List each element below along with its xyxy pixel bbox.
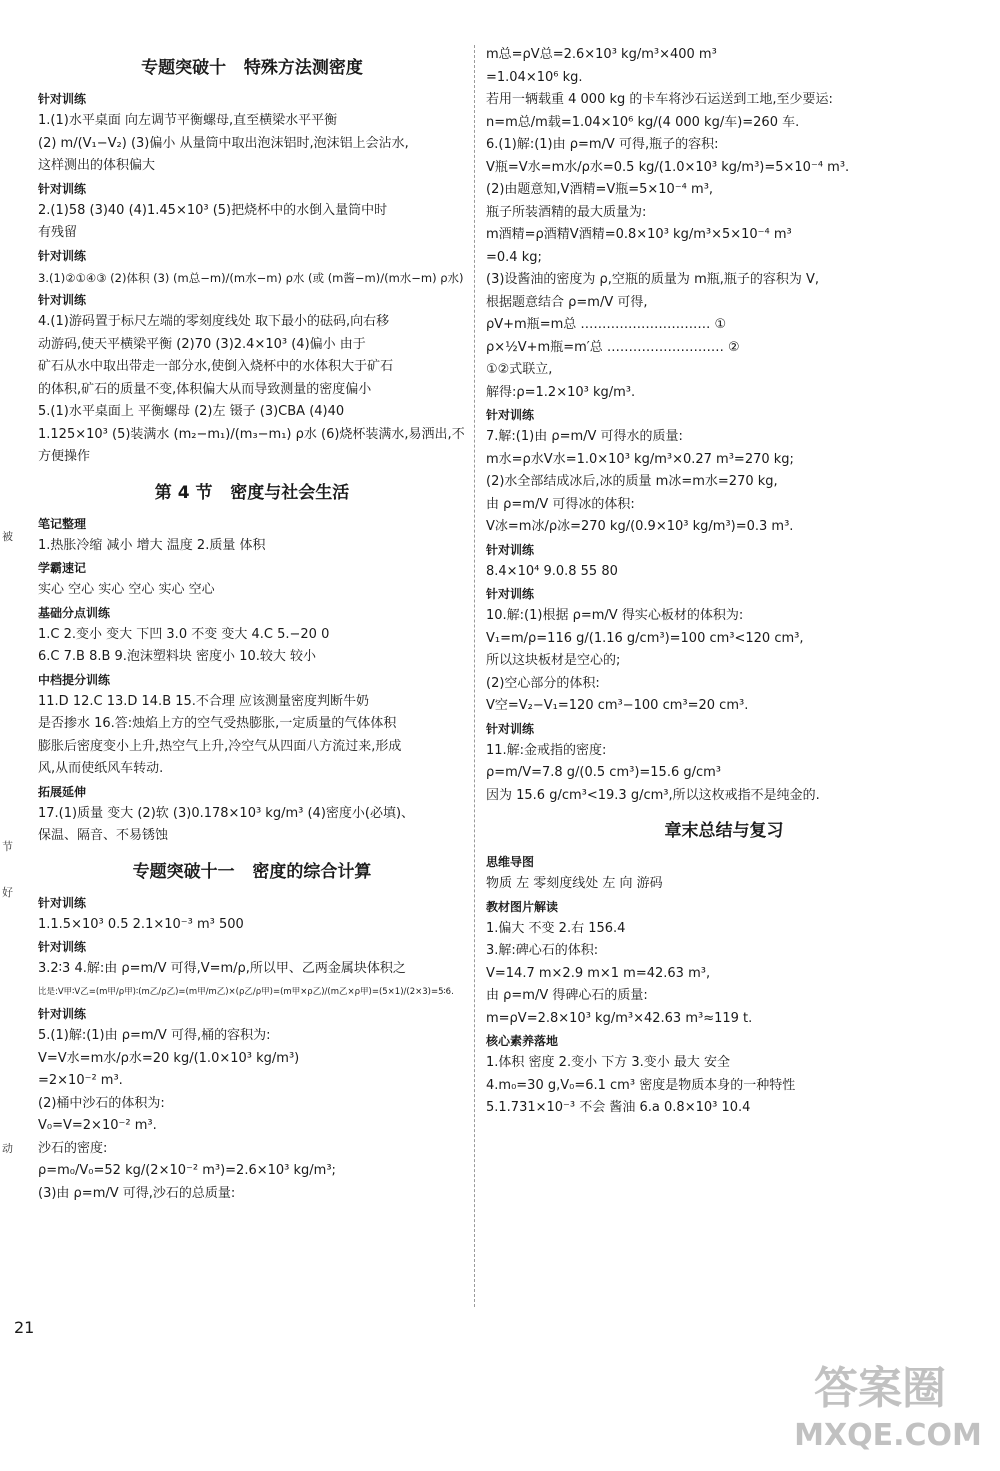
answer-line: 1.偏大 不变 2.右 156.4	[486, 920, 626, 936]
subheading: 针对训练	[38, 895, 87, 910]
answer-line: m酒精=ρ酒精V酒精=0.8×10³ kg/m³×5×10⁻⁴ m³	[486, 227, 792, 242]
subheading: 拓展延伸	[38, 784, 87, 799]
answer-line: 比是:V甲∶V乙=(m甲/ρ甲)∶(m乙/ρ乙)=(m甲/m乙)×(ρ乙/ρ甲)=(m甲×ρ乙)/(m乙×ρ甲)=(5×1)/(2×3)=5∶6.	[38, 986, 454, 997]
subheading: 针对训练	[486, 408, 535, 422]
right-column	[486, 44, 962, 1120]
section-title: 章末总结与复习	[664, 821, 784, 841]
answer-line: =2×10⁻² m³.	[38, 1073, 123, 1088]
subheading: 中档提分训练	[38, 672, 111, 687]
subheading: 针对训练	[38, 92, 87, 106]
answer-line: 矿石从水中取出带走一部分水,使倒入烧杯中的水体积大于矿石	[38, 359, 394, 374]
answer-line: 这样测出的体积偏大	[38, 158, 156, 173]
subheading: 针对训练	[38, 181, 87, 196]
answer-line: 由 ρ=m/V 得碑心石的质量:	[486, 988, 648, 1003]
answer-line: 是否掺水 16.答:烛焰上方的空气受热膨胀,一定质量的气体体积	[38, 716, 397, 731]
answer-line: ①②式联立,	[486, 362, 553, 377]
answer-line: 1.体积 密度 2.变小 下方 3.变小 最大 安全	[486, 1055, 731, 1070]
answer-line: 1.1.5×10³ 0.5 2.1×10⁻³ m³ 500	[38, 916, 244, 932]
answer-line: m总=ρV总=2.6×10³ kg/m³×400 m³	[486, 47, 717, 62]
answer-line: 5.(1)水平桌面上 平衡螺母 (2)左 镊子 (3)CBA (4)40	[38, 404, 345, 419]
answer-line: m=ρV=2.8×10³ kg/m³×42.63 m³≈119 t.	[486, 1010, 753, 1026]
answer-line: 的体积,矿石的质量不变,体积偏大从而导致测量的密度偏小	[38, 381, 372, 397]
answer-line: 风,从而使纸风车转动.	[38, 761, 164, 776]
answer-line: (2) m/(V₁−V₂) (3)偏小 从量筒中取出泡沫铝时,泡沫铝上会沾水,	[38, 135, 409, 151]
answer-line: 实心 空心 实心 空心 实心 空心	[38, 582, 215, 597]
answer-line: 11.解:金戒指的密度:	[486, 742, 607, 758]
answer-line: 所以这块板材是空心的;	[486, 653, 621, 668]
answer-line: (3)由 ρ=m/V 可得,沙石的总质量:	[38, 1185, 236, 1201]
section-title: 专题突破十 特殊方法测密度	[141, 58, 363, 78]
subheading: 针对训练	[486, 587, 535, 601]
left-column	[38, 44, 466, 1205]
subheading: 针对训练	[486, 542, 535, 557]
answer-line: (2)空心部分的体积:	[486, 675, 600, 691]
answer-line: 11.D 12.C 13.D 14.B 15.不合理 应该测量密度判断牛奶	[38, 693, 370, 709]
answer-line: 6.(1)解:(1)由 ρ=m/V 可得,瓶子的容积:	[486, 137, 719, 152]
answer-line: (3)设酱油的密度为 ρ,空瓶的质量为 m瓶,瓶子的容积为 V,	[486, 272, 820, 287]
watermark-url: MXQE.COM	[794, 1418, 982, 1453]
subheading: 教材图片解读	[486, 899, 559, 914]
answer-line: ρ=m/V=7.8 g/(0.5 cm³)=15.6 g/cm³	[486, 765, 722, 780]
answer-line: 物质 左 零刻度线处 左 向 游码	[486, 876, 663, 891]
answer-line: 方便操作	[38, 449, 91, 464]
answer-line: V空=V₂−V₁=120 cm³−100 cm³=20 cm³.	[486, 698, 749, 713]
answer-line: 8.4×10⁴ 9.0.8 55 80	[486, 563, 618, 579]
subheading: 针对训练	[38, 248, 87, 263]
section-title: 专题突破十一 密度的综合计算	[132, 861, 372, 882]
answer-line: 因为 15.6 g/cm³<19.3 g/cm³,所以这枚戒指不是纯金的.	[486, 787, 820, 803]
margin-char: 被	[2, 530, 13, 543]
answer-line: 3.2∶3 4.解:由 ρ=m/V 可得,V=m/ρ,所以甲、乙两金属块体积之	[38, 961, 406, 976]
subheading: 学霸速记	[38, 561, 87, 575]
answer-line: 5.(1)解:(1)由 ρ=m/V 可得,桶的容积为:	[38, 1028, 271, 1043]
subheading: 针对训练	[38, 940, 87, 954]
answer-line: n=m总/m载=1.04×10⁶ kg/(4 000 kg/车)=260 车.	[486, 114, 800, 130]
answer-line: 由 ρ=m/V 可得冰的体积:	[486, 496, 635, 512]
subheading: 笔记整理	[38, 516, 87, 531]
answer-line: 4.(1)游码置于标尺左端的零刻度线处 取下最小的砝码,向右移	[38, 314, 390, 329]
answer-line: V瓶=V水=m水/ρ水=0.5 kg/(1.0×10³ kg/m³)=5×10⁻⁴ m³.	[486, 159, 850, 175]
subheading: 针对训练	[38, 1007, 87, 1021]
subheading: 基础分点训练	[38, 605, 111, 620]
answer-line: 7.解:(1)由 ρ=m/V 可得水的质量:	[486, 429, 683, 444]
section-title: 第 4 节 密度与社会生活	[154, 482, 350, 503]
answer-line: 1.(1)水平桌面 向左调节平衡螺母,直至横梁水平平衡	[38, 113, 338, 128]
answer-line: V=V水=m水/ρ水=20 kg/(1.0×10³ kg/m³)	[38, 1050, 300, 1066]
subheading: 核心素养落地	[486, 1034, 559, 1048]
answer-line: =0.4 kg;	[486, 249, 542, 265]
answer-line: 1.125×10³ (5)装满水 (m₂−m₁)/(m₃−m₁) ρ水 (6)烧杯装满水,易洒出,不	[38, 426, 465, 442]
subheading: 针对训练	[486, 721, 535, 736]
answer-line: ρ=m₀/V₀=52 kg/(2×10⁻² m³)=2.6×10³ kg/m³;	[38, 1163, 336, 1178]
answer-line: 保温、隔音、不易锈蚀	[38, 828, 169, 843]
margin-char: 动	[2, 1142, 13, 1155]
margin-char: 好	[2, 886, 13, 899]
margin-char: 节	[2, 840, 13, 853]
answer-line: 3.(1)②①④③ (2)体积 (3) (m总−m)/(m水−m) ρ水 (或 (m酱−m)/(m水−m) ρ水)	[38, 270, 464, 285]
answer-line: 6.C 7.B 8.B 9.泡沫塑料块 密度小 10.较大 较小	[38, 649, 316, 664]
column-divider	[474, 45, 475, 1307]
answer-line: (2)水全部结成冰后,冰的质量 m冰=m水=270 kg,	[486, 474, 778, 489]
answer-line: 10.解:(1)根据 ρ=m/V 得实心板材的体积为:	[486, 608, 744, 623]
watermark-logo-text: 答案圈	[814, 1363, 946, 1414]
answer-line: V=14.7 m×2.9 m×1 m=42.63 m³,	[486, 965, 711, 981]
answer-line: 膨胀后密度变小上升,热空气上升,冷空气从四面八方流过来,形成	[38, 738, 402, 754]
answer-line: 3.解:碑心石的体积:	[486, 943, 599, 958]
answer-line: =1.04×10⁶ kg.	[486, 69, 583, 85]
answer-line: 沙石的密度:	[38, 1140, 108, 1156]
answer-line: 5.1.731×10⁻³ 不会 酱油 6.a 0.8×10³ 10.4	[486, 1100, 751, 1115]
answer-line: 动游码,使天平横梁平衡 (2)70 (3)2.4×10³ (4)偏小 由于	[38, 336, 366, 352]
page-number: 21	[14, 1318, 35, 1337]
watermark-logo	[770, 1347, 990, 1457]
answer-line: 有残留	[38, 225, 78, 240]
answer-line: 4.m₀=30 g,V₀=6.1 cm³ 密度是物质本身的一种特性	[486, 1077, 796, 1093]
answer-line: V₀=V=2×10⁻² m³.	[38, 1118, 157, 1133]
answer-line: (2)由题意知,V酒精=V瓶=5×10⁻⁴ m³,	[486, 182, 714, 197]
answer-line: 根据题意结合 ρ=m/V 可得,	[486, 294, 648, 310]
answer-line: 1.C 2.变小 变大 下凹 3.0 不变 变大 4.C 5.−20 0	[38, 626, 330, 642]
answer-line: ρV+m瓶=m总 ………………………… ①	[486, 317, 727, 332]
answer-line: m水=ρ水V水=1.0×10³ kg/m³×0.27 m³=270 kg;	[486, 451, 794, 467]
subheading: 针对训练	[38, 293, 87, 307]
answer-line: 解得:ρ=1.2×10³ kg/m³.	[486, 384, 636, 400]
answer-line: ρ×½V+m瓶=m′总 ……………………… ②	[486, 339, 740, 355]
answer-line: (2)桶中沙石的体积为:	[38, 1095, 165, 1111]
answer-line: 2.(1)58 (3)40 (4)1.45×10³ (5)把烧杯中的水倒入量筒中时	[38, 202, 388, 218]
answer-line: V冰=m冰/ρ冰=270 kg/(0.9×10³ kg/m³)=0.3 m³.	[486, 519, 794, 534]
subheading: 思维导图	[486, 855, 535, 869]
answer-line: 1.热胀冷缩 减小 增大 温度 2.质量 体积	[38, 537, 266, 553]
answer-line: V₁=m/ρ=116 g/(1.16 g/cm³)=100 cm³<120 cm³,	[486, 630, 804, 646]
answer-line: 若用一辆载重 4 000 kg 的卡车将沙石运送到工地,至少要运:	[486, 92, 833, 107]
answer-line: 17.(1)质量 变大 (2)软 (3)0.178×10³ kg/m³ (4)密度小(必填)、	[38, 805, 415, 821]
answer-line: 瓶子所装酒精的最大质量为:	[486, 204, 647, 220]
